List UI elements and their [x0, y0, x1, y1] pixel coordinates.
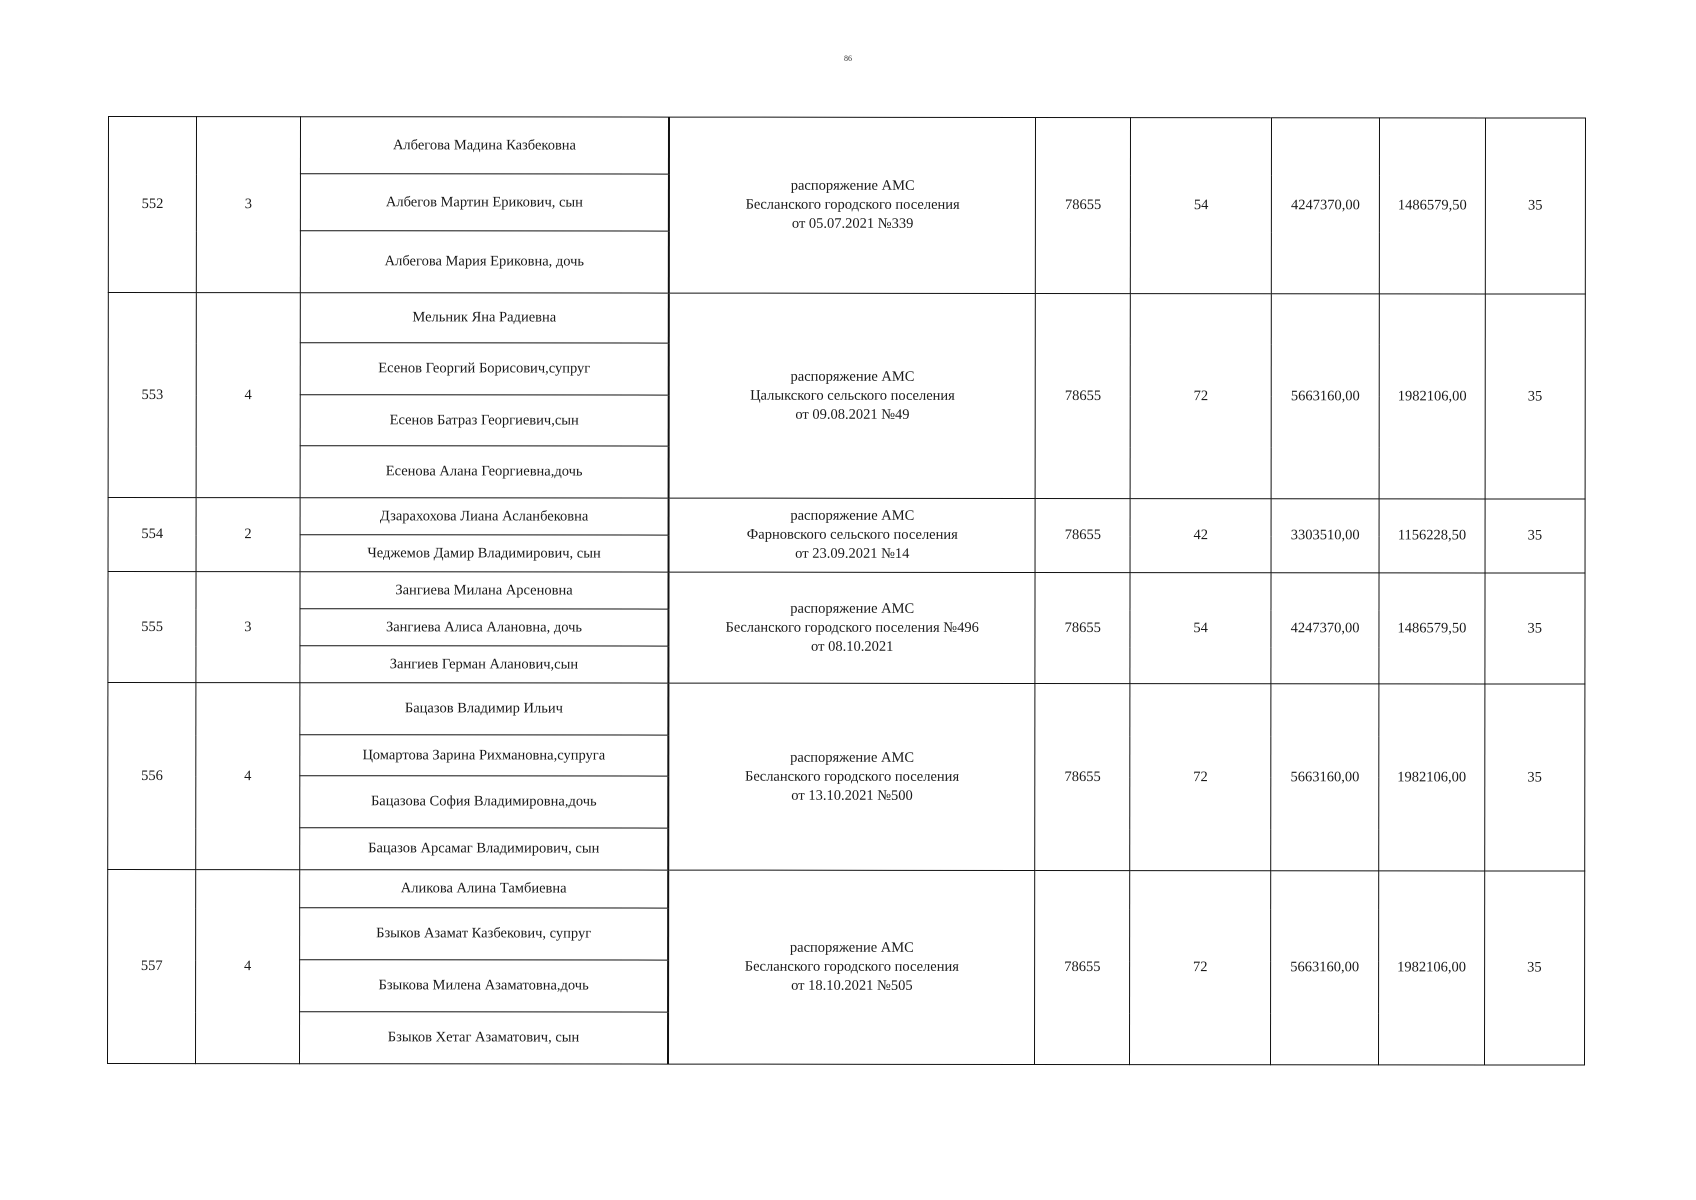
members-count-cell: 4 — [196, 683, 300, 870]
decree-cell — [668, 870, 1034, 1064]
decree-line: распоряжение АМС — [790, 507, 915, 524]
member-name-cell: Есенова Алана Георгиевна,дочь — [300, 446, 669, 498]
record-number-cell: 553 — [108, 293, 197, 498]
decree-line: Беcланского городского поселения — [744, 768, 960, 785]
value-cell-c5: 35 — [1485, 118, 1586, 294]
decree-line: Беcланского городского поселения — [745, 196, 960, 213]
decree-line: от 08.10.2021 — [811, 638, 894, 655]
decree-line: от 13.10.2021 №500 — [791, 787, 913, 804]
record-number-cell: 554 — [108, 498, 196, 572]
value-cell-c2: 54 — [1131, 118, 1272, 294]
value-cell-c4: 1156228,50 — [1379, 499, 1484, 573]
decree-line: распоряжение АМС — [790, 749, 915, 766]
value-cell-c4: 1486579,50 — [1380, 118, 1486, 294]
decree-line: Цалыкского сельского поселения — [750, 387, 955, 404]
record-number-cell: 556 — [108, 683, 196, 870]
member-name-cell: Бацазов Арсамаг Владимирович, сын — [299, 828, 668, 870]
member-name-cell: Албегова Мария Ериковна, дочь — [300, 231, 669, 293]
value-cell-c1: 78655 — [1035, 683, 1131, 870]
decree-line: Беcланского городского поселения №496 — [725, 619, 979, 636]
value-cell-c5: 35 — [1485, 294, 1586, 499]
value-cell-c1: 78655 — [1035, 870, 1131, 1064]
value-cell-c1: 78655 — [1035, 293, 1131, 498]
table-row — [108, 498, 1585, 537]
value-cell-c2: 72 — [1130, 871, 1271, 1065]
member-name-cell: Бацазов Владимир Ильич — [299, 683, 668, 735]
decree-line: от 23.09.2021 №14 — [795, 545, 910, 562]
decree-line: от 18.10.2021 №505 — [791, 977, 913, 994]
member-name-cell: Зангиев Герман Аланович,сын — [300, 646, 669, 683]
member-name-cell: Бацазова София Владимировна,дочь — [299, 776, 668, 828]
value-cell-c5: 35 — [1484, 871, 1585, 1065]
member-name-cell: Бзыков Азамат Казбекович, супруг — [299, 908, 668, 960]
member-name-cell: Албегов Мартин Ерикович, сын — [300, 174, 669, 231]
member-name-cell: Зангиева Алиса Алановна, дочь — [300, 609, 669, 646]
value-cell-c2: 72 — [1131, 294, 1272, 499]
decree-line: Фарновского сельского поселения — [746, 526, 958, 543]
page-number: 86 — [844, 54, 852, 63]
value-cell-c2: 42 — [1130, 499, 1271, 573]
value-cell-c4: 1982106,00 — [1379, 684, 1485, 871]
member-name-cell: Есенов Батраз Георгиевич,сын — [300, 395, 669, 446]
value-cell-c4: 1982106,00 — [1379, 871, 1485, 1065]
decree-line: Беcланского городского поселения — [744, 958, 959, 975]
value-cell-c3: 4247370,00 — [1271, 118, 1380, 294]
value-cell-c4: 1486579,50 — [1379, 573, 1484, 684]
member-name-cell: Дзарахохова Лиана Асланбековна — [300, 498, 669, 535]
decree-line: распоряжение АМС — [790, 368, 915, 385]
record-number-cell: 555 — [108, 572, 196, 683]
value-cell-c4: 1982106,00 — [1379, 294, 1485, 499]
value-cell-c1: 78655 — [1035, 498, 1130, 572]
decree-line: от 05.07.2021 №339 — [791, 215, 914, 232]
decree-cell — [669, 498, 1035, 572]
value-cell-c3: 3303510,00 — [1271, 499, 1379, 573]
decree-line: от 09.08.2021 №49 — [795, 406, 910, 423]
value-cell-c3: 5663160,00 — [1271, 294, 1380, 499]
members-count-cell: 3 — [197, 117, 301, 293]
record-number-cell: 557 — [108, 870, 196, 1064]
member-name-cell: Есенов Георгий Борисович,супруг — [300, 343, 669, 395]
table-row — [108, 117, 1585, 176]
value-cell-c5: 35 — [1485, 573, 1586, 684]
member-name-cell: Цомартова Зарина Рихмановна,супруга — [299, 735, 668, 776]
value-cell-c1: 78655 — [1035, 572, 1130, 683]
table-row — [108, 572, 1585, 611]
table-row — [108, 683, 1585, 737]
value-cell-c3: 5663160,00 — [1271, 684, 1380, 871]
member-name-cell: Мельник Яна Радиевна — [300, 293, 669, 343]
decree-cell — [669, 572, 1035, 683]
decree-cell — [669, 683, 1035, 870]
decree-line: распоряжение АМС — [789, 939, 914, 956]
table-row — [108, 870, 1585, 910]
value-cell-c1: 78655 — [1035, 117, 1130, 293]
allocation-register-table — [107, 116, 1586, 1066]
value-cell-c2: 72 — [1130, 684, 1271, 871]
member-name-cell: Бзыков Хетаг Азаматович, сын — [299, 1012, 668, 1064]
member-name-cell: Бзыкова Милена Азаматовна,дочь — [299, 960, 668, 1012]
decree-line: распоряжение АМС — [790, 177, 915, 194]
table-row — [108, 293, 1585, 345]
value-cell-c5: 35 — [1484, 684, 1585, 871]
value-cell-c2: 54 — [1130, 573, 1271, 684]
decree-line: распоряжение АМС — [790, 600, 915, 617]
value-cell-c5: 35 — [1485, 499, 1585, 573]
members-count-cell: 4 — [196, 293, 300, 498]
value-cell-c3: 4247370,00 — [1271, 573, 1379, 684]
members-count-cell: 3 — [196, 572, 299, 683]
members-count-cell: 4 — [196, 870, 300, 1064]
decree-cell — [669, 117, 1035, 293]
member-name-cell: Аликова Алина Тамбиевна — [299, 870, 668, 908]
record-number-cell: 552 — [108, 117, 196, 293]
value-cell-c3: 5663160,00 — [1270, 871, 1379, 1065]
member-name-cell: Албегова Мадина Казбековна — [300, 117, 669, 174]
members-count-cell: 2 — [196, 498, 299, 572]
member-name-cell: Зангиева Милана Арсеновна — [300, 572, 669, 609]
register-body — [108, 117, 1586, 1066]
decree-cell — [669, 293, 1035, 498]
member-name-cell: Чеджемов Дамир Владимирович, сын — [300, 535, 669, 572]
